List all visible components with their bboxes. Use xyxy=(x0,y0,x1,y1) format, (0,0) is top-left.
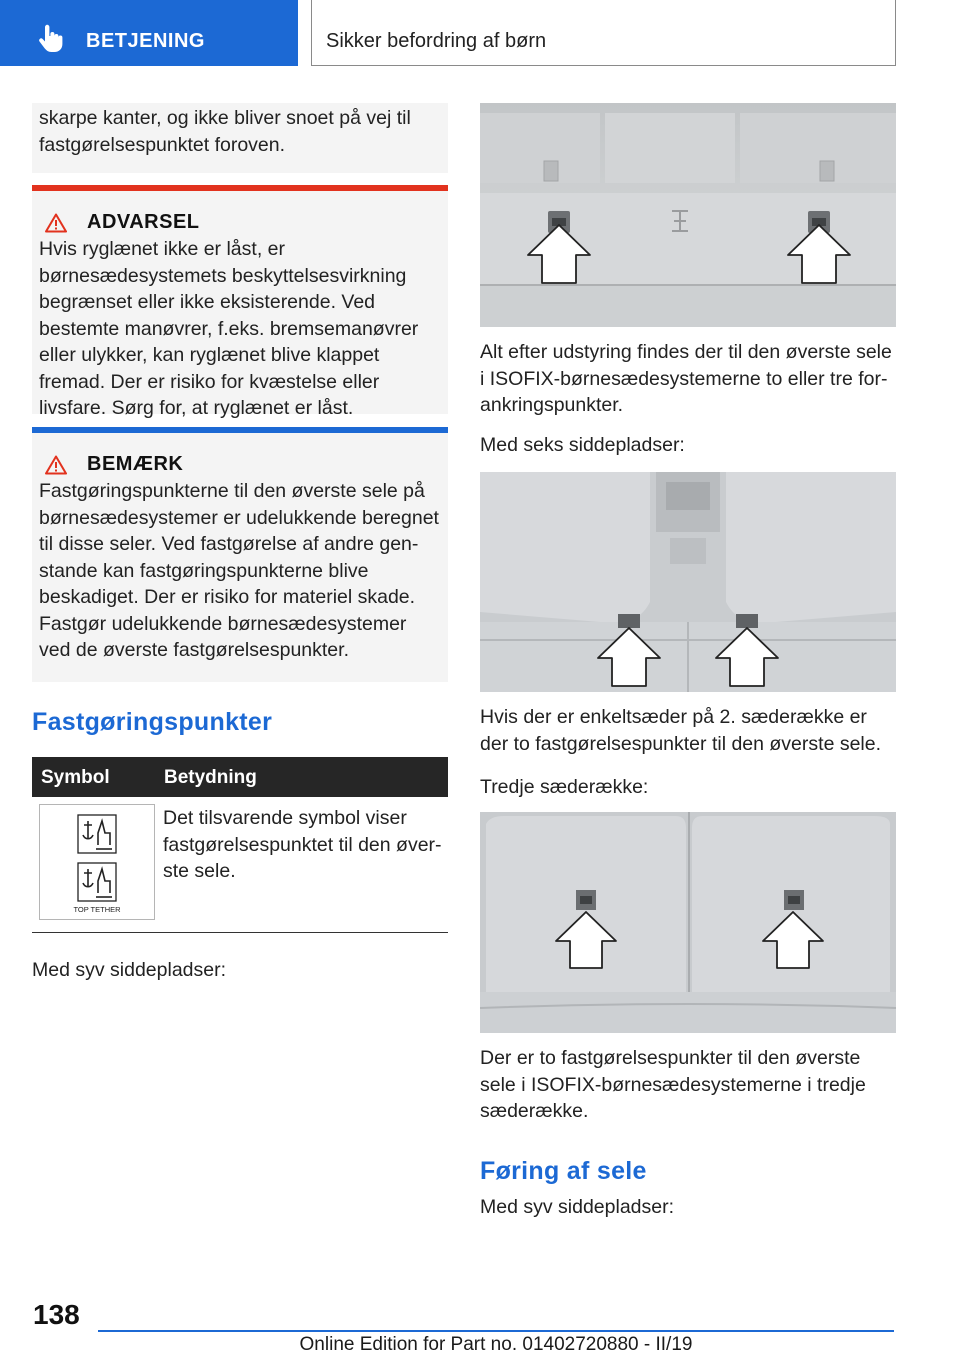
section-tab[interactable] xyxy=(0,0,298,66)
footer-edition: Online Edition for Part no. 01402720880 - II/19 xyxy=(299,1334,693,1355)
photo-six-seats xyxy=(480,472,896,692)
footer-line xyxy=(98,1330,894,1332)
continued-text: skarpe kanter, og ikke bliver snoet på vej til fastgørelsespunktet foroven. xyxy=(39,107,411,156)
chapter-title: Sikker befordring af børn xyxy=(326,30,547,52)
right-para-3: Der er to fastgørelsespunkter til den øverste sele i ISOFIX-børnesædesystemerne i tredje sæderække. xyxy=(480,1047,866,1122)
section-label: BETJENING xyxy=(86,30,205,52)
continued-text-box xyxy=(32,103,448,173)
chapter-title-box xyxy=(311,0,896,66)
page-number: 138 xyxy=(33,1299,80,1330)
table-meaning-text: Det tilsvarende symbol viser fastgørelsespunktet til den øverste sele. xyxy=(163,807,442,882)
hand-pointer-icon xyxy=(36,24,66,54)
icon-caption: TOP TETHER xyxy=(73,905,121,914)
top-tether-symbol xyxy=(39,804,155,920)
notice-box xyxy=(32,433,448,682)
table-bottom-line xyxy=(32,932,448,933)
warning-text: Hvis ryglænet ikke er låst, er børnesædesystemets beskyttelsesvirkning begrænset eller ikke eksisterende. Ved bestemte manøvrer, f.eks. bremsemanøvrer eller ulykker, kan ryglænet blive klappet fremad. Der er risiko for kvæstelse eller livsfare. Sørg for, at ryglænet er låst. xyxy=(39,238,419,419)
seven-seats-label-left: Med syv siddepladser: xyxy=(32,959,227,981)
table-header xyxy=(32,757,448,797)
seven-seats-label-right: Med syv siddepladser: xyxy=(480,1196,675,1218)
third-row-label: Tredje sæderække: xyxy=(480,776,649,798)
photo-seven-seats xyxy=(480,103,896,327)
photo-third-row xyxy=(480,812,896,1033)
belt-routing-heading: Føring af sele xyxy=(480,1157,647,1185)
six-seats-label: Med seks siddepladser: xyxy=(480,434,685,456)
right-para-1: Alt efter udstyring findes der til den øverste sele i ISOFIX-børnesædesystemerne to eller tre forankringspunkter. xyxy=(480,341,892,416)
anchor-points-heading: Fastgøringspunkter xyxy=(32,708,273,736)
warning-triangle-icon xyxy=(45,213,67,233)
col-meaning: Betydning xyxy=(164,767,257,788)
notice-text: Fastgøringspunkterne til den øverste sele på børnesædesystemer er udelukkende beregnet til disse seler. Ved fastgørelse af andre genstande kan fastgøringspunkterne blive beskadiget. Der er risiko for materiel skade. Fastgør udelukkende børnesædesystemer ved de øverste fastgørelsespunkter. xyxy=(39,480,439,661)
warning-box xyxy=(32,191,448,419)
warning-title: ADVARSEL xyxy=(87,211,200,233)
notice-title: BEMÆRK xyxy=(87,453,184,475)
right-para-2: Hvis der er enkeltsæder på 2. sæderække er der to fastgørelsespunkter til den øverste sele. xyxy=(480,706,882,755)
notice-triangle-icon xyxy=(45,455,67,475)
col-symbol: Symbol xyxy=(41,767,110,788)
top-tether-icon xyxy=(40,805,156,921)
